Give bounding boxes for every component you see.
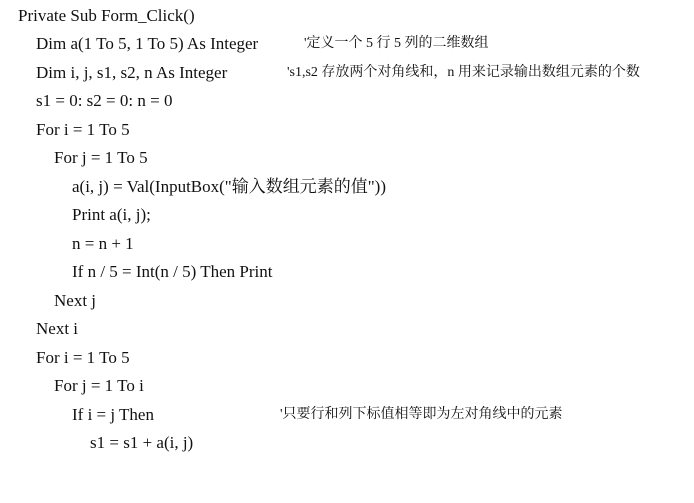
code-statement: For j = 1 To 5 (54, 148, 148, 167)
code-line (54, 289, 97, 313)
code-statement: Next j (54, 291, 97, 310)
code-line (72, 232, 134, 256)
code-line (72, 260, 273, 284)
code-statement: If n / 5 = Int(n / 5) Then Print (72, 262, 273, 281)
code-line (72, 403, 563, 427)
code-statement: For i = 1 To 5 (36, 120, 130, 139)
code-line (36, 61, 640, 85)
code-statement: s1 = 0: s2 = 0: n = 0 (36, 91, 173, 110)
code-statement: s1 = s1 + a(i, j) (90, 433, 194, 452)
code-line (90, 431, 194, 455)
code-comment: '定义一个 5 行 5 列的二维数组 (304, 36, 489, 51)
code-statement: Dim i, j, s1, s2, n As Integer (36, 63, 228, 82)
code-statement: Private Sub Form_Click() (18, 6, 195, 25)
code-statement: For j = 1 To i (54, 376, 144, 395)
code-line (72, 203, 151, 227)
code-statement: Dim a(1 To 5, 1 To 5) As Integer (36, 34, 259, 53)
code-statement: Next i (36, 319, 79, 338)
code-line (54, 374, 144, 398)
code-comment: '只要行和列下标值相等即为左对角线中的元素 (280, 407, 563, 422)
code-statement: If i = j Then (72, 405, 154, 424)
code-statement: a(i, j) = Val(InputBox("输入数组元素的值")) (72, 177, 387, 196)
code-statement: For i = 1 To 5 (36, 348, 130, 367)
code-line (36, 346, 130, 370)
code-line (36, 32, 489, 56)
code-line (36, 89, 173, 113)
code-statement: n = n + 1 (72, 234, 134, 253)
code-line (54, 146, 148, 170)
code-line (18, 4, 195, 28)
code-line (72, 175, 387, 199)
code-comment: 's1,s2 存放两个对角线和，n 用来记录输出数组元素的个数 (287, 65, 640, 80)
code-statement: Print a(i, j); (72, 205, 151, 224)
code-line (36, 118, 130, 142)
code-line (36, 317, 79, 341)
